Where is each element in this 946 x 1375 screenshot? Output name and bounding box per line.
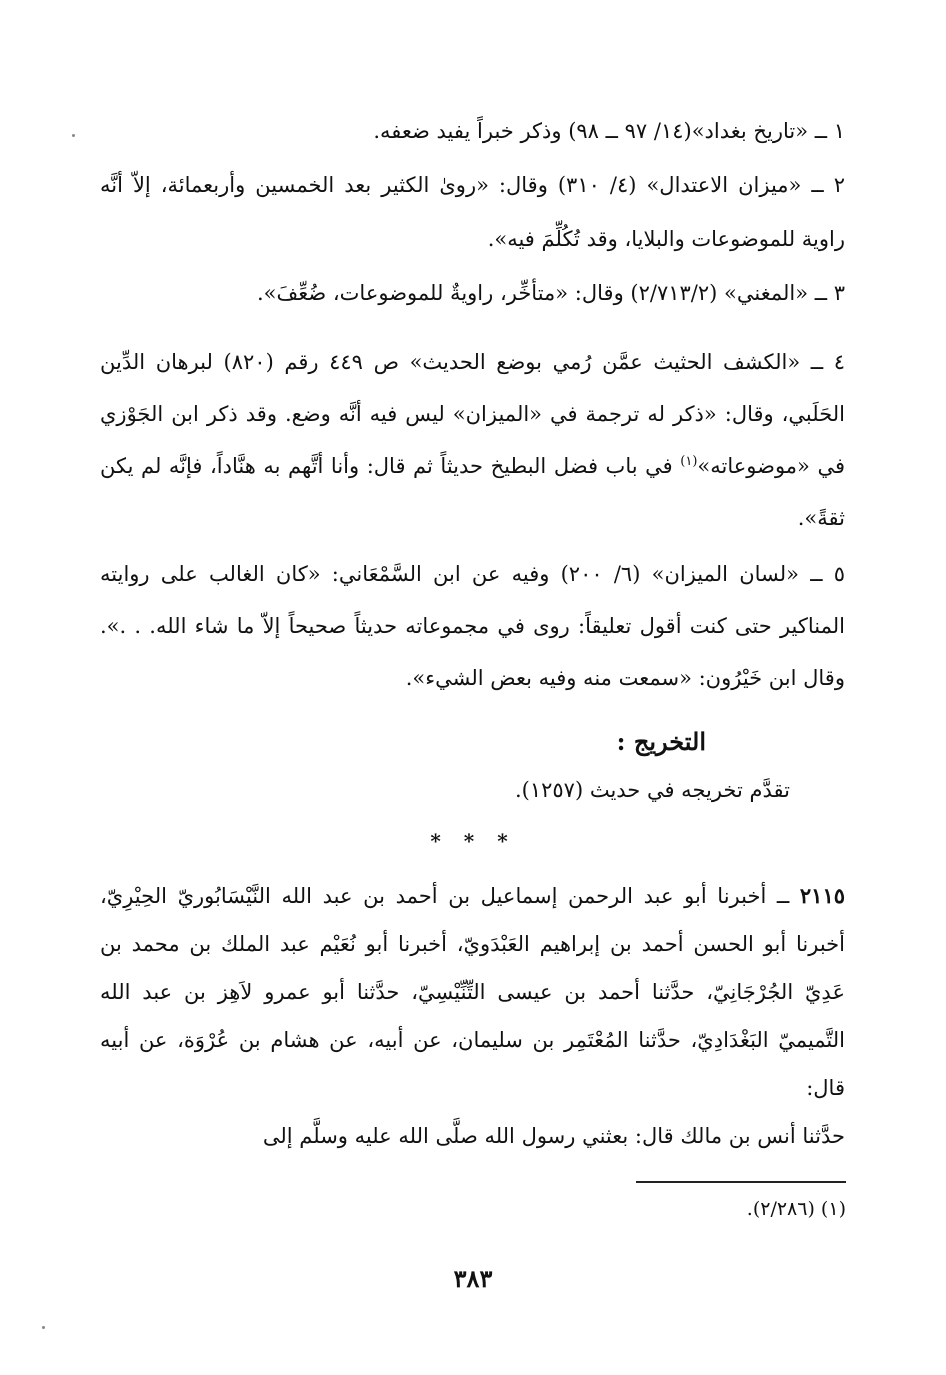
source-item-4-text: ٤ ــ «الكشف الحثيث عمَّن رُمي بوضع الحديث» ص ٤٤٩ رقم (٨٢٠) لبرهان الدِّين الحَلَبي، وقال: «ذكر له ترجمة في «الميزان» ليس فيه أنَّه وضع. وقد ذكر ابن الجَوْزي في «موضوعاته» bbox=[100, 350, 846, 478]
source-item-1: ١ ــ «تاريخ بغداد»(١٤/ ٩٧ ــ ٩٨) وذكر خبراً يفيد ضعفه. bbox=[373, 119, 845, 143]
hadith-chain bbox=[100, 872, 845, 1112]
hadith-dash: ــ bbox=[766, 884, 800, 908]
source-item-4-continuation: في باب فضل البطيخ حديثاً ثم قال: وأنا أتَّهم به هنَّاداً، فإنَّه لم يكن ثقةً». bbox=[100, 454, 845, 530]
takhrij-heading: التخريج : bbox=[616, 727, 706, 756]
sources-block-2 bbox=[100, 336, 845, 544]
source-item-3: ٣ ــ «المغني» (٢/٧١٣/٢) وقال: «متأخِّر، راويةٌ للموضوعات، ضُعِّفَ». bbox=[256, 281, 845, 305]
sources-block-1 bbox=[100, 104, 845, 320]
footnote-divider bbox=[636, 1181, 846, 1183]
hadith-number: ٢١١٥ bbox=[799, 883, 846, 908]
hadith-block bbox=[100, 872, 845, 1160]
takhrij-text: تقدَّم تخريجه في حديث (١٢٥٧). bbox=[514, 778, 790, 802]
hadith-matn: حدَّثنا أنس بن مالك قال: بعثني رسول الله صلَّى الله عليه وسلَّم إلى bbox=[262, 1124, 845, 1148]
hadith-isnad: أخبرنا أبو عبد الرحمن إسماعيل بن أحمد بن عبد الله النَّيْسَابُوريّ الحِيْرِيّ، أخبرنا أبو الحسن أحمد بن إبراهيم العَبْدَويّ، أخبرنا أبو نُعَيْم عبد الملك بن محمد بن عَدِيّ الجُرْجَانِيّ، حدَّثنا أحمد بن عيسى التِّنِّيْسِيّ، حدَّثنا أبو عمرو لاَهِز بن عبد الله التَّميميّ البَغْدَادِيّ، حدَّثنا المُعْتَمِر بن سليمان، عن أبيه، عن هشام بن عُرْوَة، عن أبيه قال: bbox=[100, 884, 845, 1100]
section-separator: * * * bbox=[430, 829, 516, 853]
sources-block-3 bbox=[100, 548, 845, 704]
footnote-reference[interactable]: (١) bbox=[680, 454, 698, 469]
scan-speck bbox=[42, 1326, 45, 1329]
page-number: ٣٨٣ bbox=[453, 1264, 493, 1293]
footnote: (١) (٢/٢٨٦). bbox=[746, 1198, 846, 1220]
scan-speck bbox=[72, 134, 75, 137]
source-item-5: ٥ ــ «لسان الميزان» (٦/ ٢٠٠) وفيه عن ابن السَّمْعَاني: «كان الغالب على روايته المناكير حتى كنت أقول تعليقاً: روى في مجموعاته حديثاً صحيحاً إلاّ ما شاء الله. . .». وقال ابن خَيْرُون: «سمعت منه وفيه بعض الشيء». bbox=[100, 562, 845, 690]
source-item-2: ٢ ــ «ميزان الاعتدال» (٤/ ٣١٠) وقال: «روىٰ الكثير بعد الخمسين وأربعمائة، إلاّ أنَّه راوية للموضوعات والبلايا، وقد تُكُلِّمَ فيه». bbox=[100, 173, 845, 251]
source-item-4 bbox=[100, 336, 845, 544]
